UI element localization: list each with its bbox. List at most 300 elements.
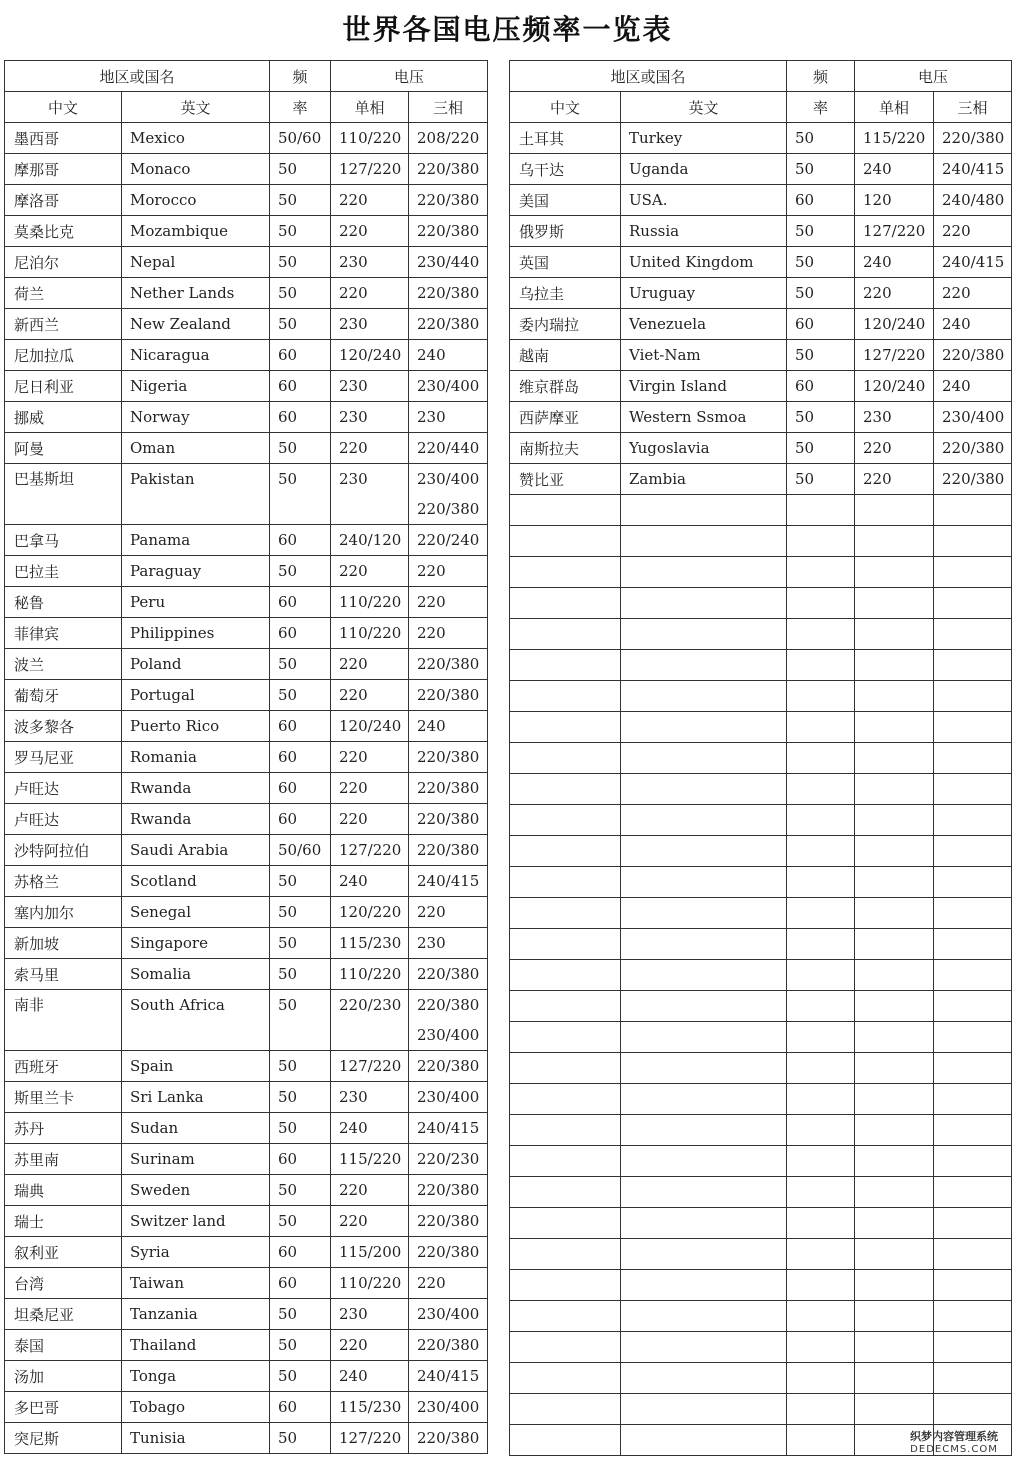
cn-cell-text: 巴基斯坦 [14,470,75,488]
empty-cell [621,929,787,960]
table-row [5,556,488,587]
empty-cell [510,1270,621,1301]
en-cell: Poland [122,649,270,680]
en-cell: Nepal [122,247,270,278]
table-row [5,1423,488,1454]
en-cell: Nether Lands [122,278,270,309]
cn-cell: 西班牙 [5,1051,122,1082]
en-cell-text: South Africa [130,996,225,1014]
empty-cell [934,1115,1012,1146]
three-phase-cell: 240/415 [409,1361,488,1392]
table-row [510,123,1012,154]
cn-cell: 索马里 [5,959,122,990]
three-phase-cell: 220 [409,897,488,928]
empty-cell [621,1177,787,1208]
empty-cell [621,1208,787,1239]
freq-cell: 50 [787,278,855,309]
freq-cell: 50 [787,154,855,185]
empty-cell [787,1394,855,1425]
en-cell: USA. [621,185,787,216]
empty-row [510,1363,1012,1394]
empty-cell [621,712,787,743]
en-cell: Uruguay [621,278,787,309]
en-cell: Sudan [122,1113,270,1144]
empty-cell [510,1394,621,1425]
table-row [5,618,488,649]
three-phase-cell: 220/380 [409,1051,488,1082]
empty-cell [787,805,855,836]
en-cell: Somalia [122,959,270,990]
three-phase-cell: 220/380 [409,1330,488,1361]
empty-cell [787,1146,855,1177]
empty-cell [855,1332,934,1363]
cn-cell: 瑞典 [5,1175,122,1206]
cn-cell: 尼加拉瓜 [5,340,122,371]
freq-cell-text: 50 [278,470,298,488]
empty-row [510,805,1012,836]
empty-cell [510,991,621,1022]
single-phase-cell: 115/220 [331,1144,409,1175]
cn-cell-text: 南非 [14,996,45,1014]
three-phase-cell: 220/380 [409,1423,488,1454]
empty-cell [510,1177,621,1208]
cn-cell: 波多黎各 [5,711,122,742]
three-phase-cell: 220 [409,618,488,649]
table-row [510,216,1012,247]
en-cell: Puerto Rico [122,711,270,742]
empty-cell [934,774,1012,805]
single-phase-cell: 230 [331,371,409,402]
freq-cell: 50 [270,1113,331,1144]
freq-cell: 50 [787,123,855,154]
three-phase-cell: 220 [934,278,1012,309]
table-row [5,680,488,711]
en-cell: Nicaragua [122,340,270,371]
table-row [5,1392,488,1423]
chinese-header: 中文 [5,92,122,123]
table-row [5,866,488,897]
empty-cell [934,495,1012,526]
empty-cell [855,867,934,898]
empty-cell [787,867,855,898]
single-phase-cell: 220 [331,1206,409,1237]
empty-cell [855,774,934,805]
empty-cell [621,1270,787,1301]
empty-row [510,557,1012,588]
empty-cell [621,898,787,929]
empty-cell [787,1425,855,1456]
en-cell: Zambia [621,464,787,495]
table-row [5,1299,488,1330]
empty-cell [855,1239,934,1270]
empty-row [510,526,1012,557]
empty-cell [787,526,855,557]
en-cell: Turkey [621,123,787,154]
cn-cell: 阿曼 [5,433,122,464]
three-phase-cell: 220 [409,587,488,618]
single-phase-cell: 220 [331,649,409,680]
three-phase-cell: 230 [409,928,488,959]
single-phase-cell: 110/220 [331,959,409,990]
freq-cell: 50/60 [270,835,331,866]
three-phase-cell: 220/440 [409,433,488,464]
table-row [5,1330,488,1361]
en-cell: Sri Lanka [122,1082,270,1113]
empty-cell [934,712,1012,743]
empty-row [510,743,1012,774]
cn-cell: 莫桑比克 [5,216,122,247]
empty-cell [621,1053,787,1084]
cn-cell: 土耳其 [510,123,621,154]
freq-header-bottom: 率 [270,92,331,123]
cn-cell: 卢旺达 [5,773,122,804]
freq-cell: 50 [270,1330,331,1361]
single-phase-header: 单相 [331,92,409,123]
empty-row [510,1115,1012,1146]
three-phase-cell: 230/400 [409,1082,488,1113]
freq-cell: 50 [270,154,331,185]
single-phase-cell: 120/240 [855,371,934,402]
table-row [5,309,488,340]
empty-cell [621,1301,787,1332]
freq-header-top: 频 [270,61,331,92]
empty-cell [787,836,855,867]
empty-cell [787,1208,855,1239]
en-cell [122,464,270,525]
empty-row [510,681,1012,712]
empty-cell [855,898,934,929]
freq-cell: 50 [270,1082,331,1113]
empty-cell [855,619,934,650]
empty-row [510,867,1012,898]
empty-cell [934,1053,1012,1084]
empty-cell [510,805,621,836]
single-phase-cell: 240 [331,866,409,897]
en-cell: Tonga [122,1361,270,1392]
freq-cell: 50 [270,1423,331,1454]
empty-cell [621,557,787,588]
empty-cell [855,1394,934,1425]
freq-cell: 60 [270,742,331,773]
cn-cell: 西萨摩亚 [510,402,621,433]
empty-cell [855,743,934,774]
empty-cell [621,1022,787,1053]
cn-cell: 坦桑尼亚 [5,1299,122,1330]
empty-row [510,836,1012,867]
cn-cell: 突尼斯 [5,1423,122,1454]
single-phase-cell-text: 220/230 [339,996,402,1014]
en-cell: Scotland [122,866,270,897]
english-header: 英文 [621,92,787,123]
cn-cell: 巴拿马 [5,525,122,556]
single-phase-cell: 110/220 [331,1268,409,1299]
cn-cell: 多巴哥 [5,1392,122,1423]
single-phase-cell: 115/200 [331,1237,409,1268]
en-cell: Saudi Arabia [122,835,270,866]
empty-cell [855,1053,934,1084]
table-row [510,309,1012,340]
empty-cell [787,495,855,526]
freq-cell: 60 [270,1237,331,1268]
cn-cell: 维京群岛 [510,371,621,402]
en-cell: Western Ssmoa [621,402,787,433]
single-phase-cell: 110/220 [331,123,409,154]
single-phase-cell-text: 230 [339,470,368,488]
empty-cell [621,588,787,619]
three-phase-cell: 220/380 [934,433,1012,464]
freq-cell: 60 [270,1144,331,1175]
three-phase-cell: 240/480 [934,185,1012,216]
single-phase-cell: 230 [855,402,934,433]
cn-cell: 赞比亚 [510,464,621,495]
table-row [5,1237,488,1268]
freq-cell: 50 [270,1175,331,1206]
en-cell: Russia [621,216,787,247]
empty-cell [855,1146,934,1177]
freq-cell: 60 [270,340,331,371]
empty-cell [934,1208,1012,1239]
empty-cell [934,1332,1012,1363]
empty-cell [510,836,621,867]
table-row [5,1206,488,1237]
freq-cell: 50 [270,556,331,587]
empty-cell [934,1146,1012,1177]
empty-cell [934,1363,1012,1394]
table-row [5,742,488,773]
english-header: 英文 [122,92,270,123]
empty-cell [934,960,1012,991]
empty-cell [855,588,934,619]
empty-cell [621,805,787,836]
three-phase-cell: 230 [409,402,488,433]
watermark-line2: DEDECMS.COM [910,1444,998,1455]
empty-cell [855,1115,934,1146]
empty-cell [787,1239,855,1270]
empty-row [510,1177,1012,1208]
single-phase-cell [331,990,409,1051]
empty-cell [787,960,855,991]
cn-cell: 尼日利亚 [5,371,122,402]
empty-cell [934,1301,1012,1332]
empty-row [510,712,1012,743]
freq-cell: 50 [787,402,855,433]
cn-cell: 挪威 [5,402,122,433]
en-cell [122,990,270,1051]
three-phase-cell: 208/220 [409,123,488,154]
en-cell: Venezuela [621,309,787,340]
table-row [510,402,1012,433]
freq-cell: 50/60 [270,123,331,154]
en-cell: Morocco [122,185,270,216]
single-phase-cell: 230 [331,309,409,340]
table-row [5,402,488,433]
three-phase-header: 三相 [409,92,488,123]
empty-row [510,1270,1012,1301]
empty-row [510,1208,1012,1239]
en-cell: Rwanda [122,773,270,804]
empty-cell [510,1022,621,1053]
single-phase-cell: 220 [331,1330,409,1361]
freq-cell: 60 [787,371,855,402]
empty-row [510,898,1012,929]
empty-cell [855,1301,934,1332]
freq-cell: 50 [270,1299,331,1330]
empty-cell [621,681,787,712]
cn-cell: 墨西哥 [5,123,122,154]
freq-header-bottom: 率 [787,92,855,123]
table-row [5,990,488,1051]
table-row [510,185,1012,216]
empty-cell [787,588,855,619]
empty-cell [934,588,1012,619]
empty-cell [787,991,855,1022]
voltage-table-left [4,60,488,1454]
empty-cell [787,1301,855,1332]
three-phase-cell: 220/380 [409,804,488,835]
single-phase-cell: 240 [331,1113,409,1144]
cn-cell: 越南 [510,340,621,371]
en-cell: Sweden [122,1175,270,1206]
table-row [5,649,488,680]
table-row [510,433,1012,464]
cn-cell: 波兰 [5,649,122,680]
watermark-line1: 织梦内容管理系统 [910,1430,998,1443]
three-phase-cell: 220/380 [409,680,488,711]
three-phase-cell [409,990,488,1051]
freq-cell: 50 [270,680,331,711]
empty-cell [855,929,934,960]
empty-cell [787,681,855,712]
empty-cell [510,681,621,712]
three-phase-cell: 240/415 [934,247,1012,278]
single-phase-cell: 220 [331,433,409,464]
empty-cell [510,898,621,929]
header-row [510,61,1012,92]
freq-cell: 60 [787,309,855,340]
empty-cell [787,743,855,774]
en-cell: Virgin Island [621,371,787,402]
en-cell: Norway [122,402,270,433]
voltage-table-right [509,60,1012,1456]
empty-cell [621,1146,787,1177]
empty-cell [934,619,1012,650]
three-phase-value: 230/400 [417,470,480,488]
cn-cell: 菲律宾 [5,618,122,649]
en-cell: Switzer land [122,1206,270,1237]
freq-cell: 50 [270,649,331,680]
freq-cell: 50 [787,464,855,495]
empty-cell [787,929,855,960]
table-row [5,1144,488,1175]
single-phase-cell: 115/230 [331,1392,409,1423]
empty-cell [787,650,855,681]
empty-cell [934,805,1012,836]
single-phase-cell: 127/220 [855,340,934,371]
empty-cell [855,960,934,991]
single-phase-cell: 230 [331,1082,409,1113]
empty-row [510,619,1012,650]
table-row [5,340,488,371]
three-phase-cell: 220/380 [934,464,1012,495]
subheader-row [510,92,1012,123]
empty-cell [787,1053,855,1084]
empty-cell [621,619,787,650]
three-phase-header: 三相 [934,92,1012,123]
single-phase-header: 单相 [855,92,934,123]
freq-cell: 50 [270,866,331,897]
three-phase-cell: 220/380 [409,773,488,804]
table-body-right [510,123,1012,1456]
empty-cell [510,712,621,743]
en-cell: Tanzania [122,1299,270,1330]
three-phase-cell: 220/380 [934,340,1012,371]
empty-cell [934,836,1012,867]
empty-row [510,1239,1012,1270]
empty-cell [621,1084,787,1115]
freq-cell: 50 [270,278,331,309]
empty-cell [855,1363,934,1394]
single-phase-cell: 230 [331,247,409,278]
single-phase-cell: 120 [855,185,934,216]
watermark-logo [901,1430,1007,1458]
single-phase-cell: 240 [855,154,934,185]
table-row [5,185,488,216]
empty-cell [510,1208,621,1239]
table-row [5,1361,488,1392]
cn-cell: 俄罗斯 [510,216,621,247]
single-phase-cell: 220 [855,278,934,309]
table-row [5,216,488,247]
table-row [510,464,1012,495]
empty-cell [510,495,621,526]
empty-cell [621,1239,787,1270]
three-phase-cell: 240 [934,309,1012,340]
three-phase-cell: 230/400 [409,371,488,402]
empty-cell [934,743,1012,774]
table-row [510,278,1012,309]
empty-row [510,495,1012,526]
en-cell: Mozambique [122,216,270,247]
single-phase-cell: 220 [331,804,409,835]
subheader-row [5,92,488,123]
cn-cell: 泰国 [5,1330,122,1361]
single-phase-cell: 230 [331,1299,409,1330]
table-row [5,371,488,402]
voltage-header: 电压 [331,61,488,92]
empty-cell [510,1239,621,1270]
table-row [5,154,488,185]
empty-row [510,774,1012,805]
cn-cell: 叙利亚 [5,1237,122,1268]
three-phase-cell: 240/415 [934,154,1012,185]
freq-cell: 50 [270,309,331,340]
cn-cell: 尼泊尔 [5,247,122,278]
freq-cell: 50 [787,216,855,247]
cn-cell: 瑞士 [5,1206,122,1237]
en-cell: Uganda [621,154,787,185]
empty-cell [510,526,621,557]
three-phase-cell: 230/400 [409,1392,488,1423]
table-row [5,1175,488,1206]
empty-row [510,960,1012,991]
single-phase-cell: 220 [855,464,934,495]
empty-cell [934,557,1012,588]
empty-cell [855,805,934,836]
cn-cell: 摩那哥 [5,154,122,185]
single-phase-cell: 220 [855,433,934,464]
table-row [5,247,488,278]
cn-cell: 荷兰 [5,278,122,309]
